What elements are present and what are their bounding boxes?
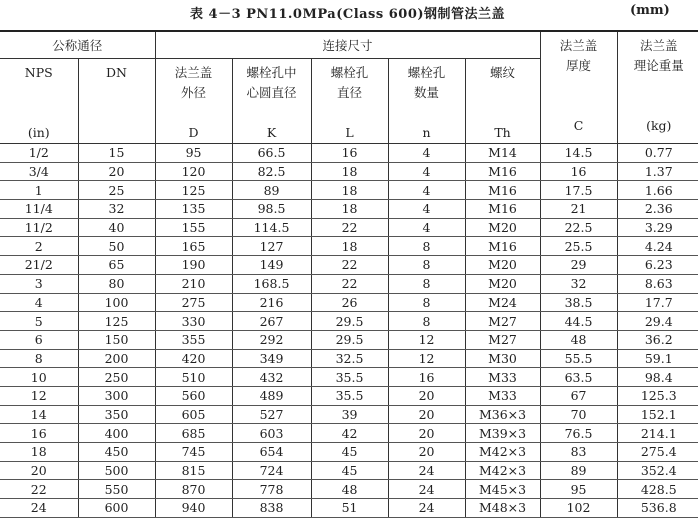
table-row: [0, 368, 698, 387]
table-cell: 489: [232, 386, 311, 405]
header-text: 直径: [337, 85, 363, 100]
table-cell: 65: [78, 256, 155, 275]
table-cell: 21: [540, 200, 617, 219]
table-row: [0, 405, 698, 424]
table-cell: M16: [465, 200, 540, 219]
header-symbol: K: [266, 125, 277, 140]
table-cell: 155: [155, 218, 232, 237]
table-cell: M20: [465, 218, 540, 237]
header-text: 理论重量: [633, 58, 684, 73]
table-cell: 15: [78, 144, 155, 163]
table-cell: M27: [465, 330, 540, 349]
table-cell: 18: [311, 162, 388, 181]
table-cell: 24: [388, 461, 465, 480]
table-row: [0, 499, 698, 518]
table-cell: 4: [0, 293, 78, 312]
table-cell: 8.63: [617, 274, 698, 293]
table-cell: 32: [78, 200, 155, 219]
table-cell: M36×3: [465, 405, 540, 424]
table-cell: 350: [78, 405, 155, 424]
table-cell: 8: [388, 312, 465, 331]
header-text: 法兰盖: [174, 65, 213, 80]
table-cell: 603: [232, 424, 311, 443]
table-cell: 83: [540, 443, 617, 462]
table-cell: 940: [155, 499, 232, 518]
table-cell: 10: [0, 368, 78, 387]
table-cell: M42×3: [465, 443, 540, 462]
table-cell: 267: [232, 312, 311, 331]
header-symbol: (kg): [646, 118, 672, 133]
table-cell: 125: [78, 312, 155, 331]
table-cell: 20: [78, 162, 155, 181]
table-cell: 600: [78, 499, 155, 518]
header-symbol: Th: [494, 125, 511, 140]
table-cell: 352.4: [617, 461, 698, 480]
table-cell: 11/4: [0, 200, 78, 219]
table-cell: 16: [0, 424, 78, 443]
table-cell: 149: [232, 256, 311, 275]
table-cell: 89: [232, 181, 311, 200]
table-row: [0, 330, 698, 349]
table-row: [0, 144, 698, 163]
table-cell: 22: [311, 274, 388, 293]
header-text: NPS: [24, 65, 53, 80]
table-cell: 428.5: [617, 480, 698, 499]
table-cell: 80: [78, 274, 155, 293]
table-cell: 745: [155, 443, 232, 462]
table-row: [0, 386, 698, 405]
table-cell: 120: [155, 162, 232, 181]
table-cell: 152.1: [617, 405, 698, 424]
table-cell: 44.5: [540, 312, 617, 331]
header-text: 心圆直径: [246, 85, 297, 100]
table-cell: 8: [388, 293, 465, 312]
table-cell: 6: [0, 330, 78, 349]
table-cell: 14.5: [540, 144, 617, 163]
header-text: DN: [106, 65, 127, 80]
table-cell: 20: [388, 424, 465, 443]
flange-cover-table: [0, 30, 698, 518]
table-body: [0, 144, 698, 518]
table-cell: 114.5: [232, 218, 311, 237]
table-cell: M14: [465, 144, 540, 163]
header-nominal-size: 公称通径: [0, 31, 155, 59]
table-cell: 330: [155, 312, 232, 331]
table-cell: 11/2: [0, 218, 78, 237]
table-cell: 29.5: [311, 330, 388, 349]
table-row: [0, 312, 698, 331]
table-caption: [0, 0, 698, 22]
table-cell: M48×3: [465, 499, 540, 518]
table-cell: 250: [78, 368, 155, 387]
table-cell: 685: [155, 424, 232, 443]
table-cell: 724: [232, 461, 311, 480]
table-cell: 8: [388, 274, 465, 293]
table-cell: 778: [232, 480, 311, 499]
table-cell: 4: [388, 218, 465, 237]
header-text: 螺栓孔: [330, 65, 369, 80]
table-cell: 12: [388, 349, 465, 368]
table-cell: 16: [540, 162, 617, 181]
header-symbol: D: [188, 125, 199, 140]
header-text: 螺栓孔: [407, 65, 446, 80]
table-cell: 98.5: [232, 200, 311, 219]
header-text: 螺纹: [490, 65, 516, 80]
header-bolt-circle: [232, 59, 311, 144]
header-dn: [78, 59, 155, 144]
table-cell: 838: [232, 499, 311, 518]
table-cell: 510: [155, 368, 232, 387]
table-cell: 35.5: [311, 368, 388, 387]
table-cell: 24: [0, 499, 78, 518]
table-cell: 17.5: [540, 181, 617, 200]
table-cell: 210: [155, 274, 232, 293]
table-row: [0, 200, 698, 219]
table-cell: 26: [311, 293, 388, 312]
table-cell: 95: [155, 144, 232, 163]
header-weight: [617, 31, 698, 144]
table-cell: 102: [540, 499, 617, 518]
table-cell: 127: [232, 237, 311, 256]
header-bolt-hole-diameter: [311, 59, 388, 144]
table-cell: 50: [78, 237, 155, 256]
table-cell: 12: [0, 386, 78, 405]
table-cell: 8: [388, 237, 465, 256]
table-cell: 4: [388, 200, 465, 219]
table-cell: 45: [311, 461, 388, 480]
table-cell: 35.5: [311, 386, 388, 405]
table-cell: 0.77: [617, 144, 698, 163]
table-cell: 17.7: [617, 293, 698, 312]
table-cell: 22.5: [540, 218, 617, 237]
table-row: [0, 293, 698, 312]
header-text: 厚度: [566, 58, 592, 73]
table-cell: 22: [311, 218, 388, 237]
table-cell: 420: [155, 349, 232, 368]
table-cell: 654: [232, 443, 311, 462]
table-cell: 432: [232, 368, 311, 387]
header-bolt-count: [388, 59, 465, 144]
table-cell: 275.4: [617, 443, 698, 462]
table-cell: 3.29: [617, 218, 698, 237]
table-cell: 355: [155, 330, 232, 349]
table-cell: 82.5: [232, 162, 311, 181]
table-cell: 76.5: [540, 424, 617, 443]
table-cell: 300: [78, 386, 155, 405]
table-row: [0, 256, 698, 275]
header-symbol: (in): [27, 125, 50, 140]
table-cell: 14: [0, 405, 78, 424]
table-cell: 870: [155, 480, 232, 499]
table-cell: 18: [311, 181, 388, 200]
table-row: [0, 461, 698, 480]
table-cell: M45×3: [465, 480, 540, 499]
table-cell: M27: [465, 312, 540, 331]
table-cell: 550: [78, 480, 155, 499]
table-row: [0, 218, 698, 237]
table-cell: 1.37: [617, 162, 698, 181]
table-cell: 4: [388, 181, 465, 200]
table-cell: 21/2: [0, 256, 78, 275]
unit-label: (mm): [630, 3, 670, 18]
table-row: [0, 181, 698, 200]
table-cell: 32: [540, 274, 617, 293]
table-cell: 216: [232, 293, 311, 312]
table-cell: 4.24: [617, 237, 698, 256]
table-cell: 3: [0, 274, 78, 293]
table-cell: 22: [0, 480, 78, 499]
table-cell: 39: [311, 405, 388, 424]
table-cell: 25: [78, 181, 155, 200]
table-cell: 20: [388, 443, 465, 462]
table-cell: M42×3: [465, 461, 540, 480]
table-cell: 349: [232, 349, 311, 368]
table-cell: 4: [388, 144, 465, 163]
table-cell: 48: [540, 330, 617, 349]
header-text: 螺栓孔中: [246, 65, 297, 80]
table-row: [0, 274, 698, 293]
table-cell: 25.5: [540, 237, 617, 256]
header-text: 数量: [414, 85, 440, 100]
table-cell: 51: [311, 499, 388, 518]
table-cell: 24: [388, 480, 465, 499]
table-cell: 3/4: [0, 162, 78, 181]
header-thread: [465, 59, 540, 144]
header-symbol: C: [573, 118, 584, 133]
header-text: 外径: [181, 85, 207, 100]
header-outer-diameter: [155, 59, 232, 144]
table-cell: M20: [465, 256, 540, 275]
table-cell: 560: [155, 386, 232, 405]
table-cell: 12: [388, 330, 465, 349]
table-cell: 20: [388, 386, 465, 405]
table-cell: M39×3: [465, 424, 540, 443]
table-row: [0, 349, 698, 368]
table-cell: 16: [311, 144, 388, 163]
table-cell: M30: [465, 349, 540, 368]
table-cell: 22: [311, 256, 388, 275]
table-row: [0, 443, 698, 462]
table-cell: 165: [155, 237, 232, 256]
table-cell: M16: [465, 237, 540, 256]
table-cell: 150: [78, 330, 155, 349]
table-cell: 18: [0, 443, 78, 462]
header-connection-dimensions: 连接尺寸: [155, 31, 540, 59]
table-cell: 18: [311, 200, 388, 219]
table-cell: 40: [78, 218, 155, 237]
table-cell: 2: [0, 237, 78, 256]
table-cell: 8: [0, 349, 78, 368]
table-cell: 292: [232, 330, 311, 349]
table-cell: 168.5: [232, 274, 311, 293]
table-cell: 38.5: [540, 293, 617, 312]
table-title: 表 4－3 PN11.0MPa(Class 600)钢制管法兰盖: [190, 7, 506, 22]
header-text: 法兰盖: [559, 38, 598, 53]
header-text: 法兰盖: [640, 38, 678, 53]
table-cell: 400: [78, 424, 155, 443]
table-cell: 527: [232, 405, 311, 424]
table-cell: 125.3: [617, 386, 698, 405]
table-cell: 95: [540, 480, 617, 499]
table-cell: 18: [311, 237, 388, 256]
table-cell: 42: [311, 424, 388, 443]
table-cell: 89: [540, 461, 617, 480]
table-cell: 135: [155, 200, 232, 219]
table-cell: 20: [0, 461, 78, 480]
table-cell: M33: [465, 386, 540, 405]
table-cell: M16: [465, 181, 540, 200]
table-cell: 214.1: [617, 424, 698, 443]
table-cell: 98.4: [617, 368, 698, 387]
table-cell: 29.5: [311, 312, 388, 331]
table-cell: M16: [465, 162, 540, 181]
table-cell: 32.5: [311, 349, 388, 368]
table-row: [0, 424, 698, 443]
table-cell: 500: [78, 461, 155, 480]
table-cell: 24: [388, 499, 465, 518]
table-cell: 450: [78, 443, 155, 462]
table-cell: 29.4: [617, 312, 698, 331]
header-symbol: L: [345, 125, 354, 140]
table-cell: 1/2: [0, 144, 78, 163]
table-cell: 66.5: [232, 144, 311, 163]
table-cell: M33: [465, 368, 540, 387]
header-thickness: [540, 31, 617, 144]
table-cell: 45: [311, 443, 388, 462]
table-cell: M24: [465, 293, 540, 312]
header-nps: [0, 59, 78, 144]
table-cell: 5: [0, 312, 78, 331]
table-cell: 1.66: [617, 181, 698, 200]
table-cell: 815: [155, 461, 232, 480]
table-cell: 275: [155, 293, 232, 312]
table-row: [0, 237, 698, 256]
table-cell: 190: [155, 256, 232, 275]
table-cell: 2.36: [617, 200, 698, 219]
table-cell: 29: [540, 256, 617, 275]
table-cell: 4: [388, 162, 465, 181]
table-cell: 70: [540, 405, 617, 424]
table-cell: 536.8: [617, 499, 698, 518]
table-cell: 16: [388, 368, 465, 387]
table-cell: 8: [388, 256, 465, 275]
table-cell: 20: [388, 405, 465, 424]
table-cell: 6.23: [617, 256, 698, 275]
table-row: [0, 162, 698, 181]
table-cell: M20: [465, 274, 540, 293]
table-cell: 1: [0, 181, 78, 200]
table-cell: 48: [311, 480, 388, 499]
table-cell: 125: [155, 181, 232, 200]
table-cell: 200: [78, 349, 155, 368]
table-cell: 55.5: [540, 349, 617, 368]
table-cell: 63.5: [540, 368, 617, 387]
table-cell: 100: [78, 293, 155, 312]
table-cell: 36.2: [617, 330, 698, 349]
table-cell: 59.1: [617, 349, 698, 368]
header-symbol: n: [422, 125, 431, 140]
table-cell: 605: [155, 405, 232, 424]
table-cell: 67: [540, 386, 617, 405]
